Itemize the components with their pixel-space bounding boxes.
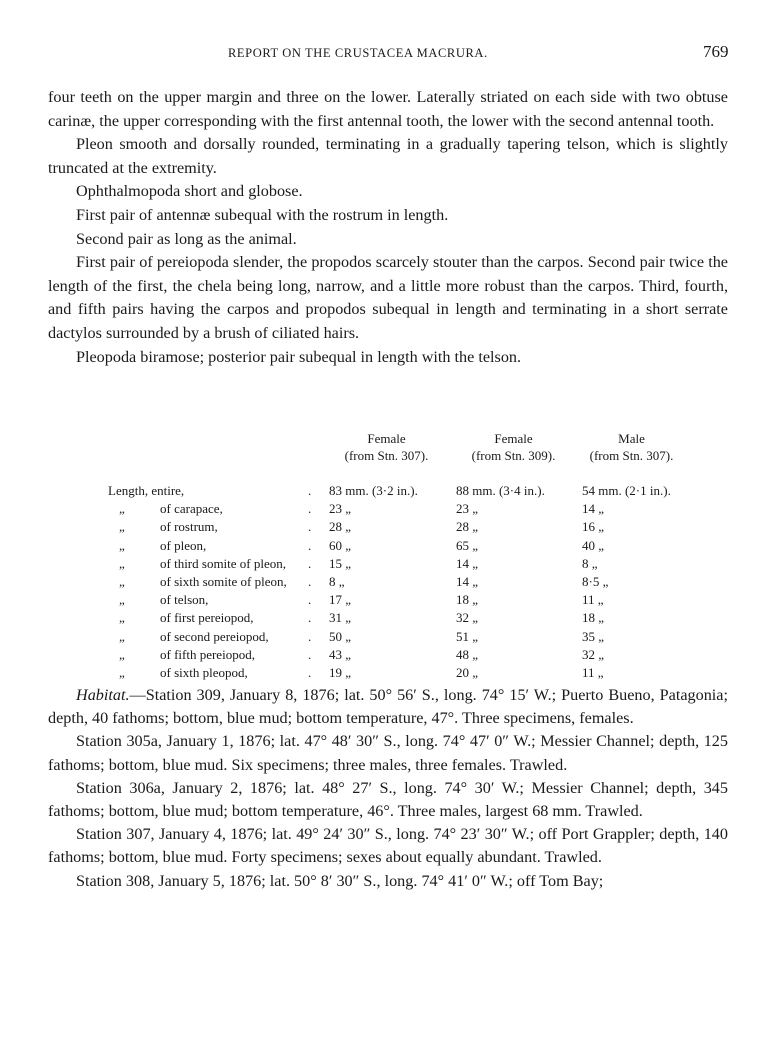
row-label: of first pereiopod, <box>160 610 254 626</box>
column-sex: Male <box>618 431 645 446</box>
row-leader: . <box>308 519 312 535</box>
cell-value: 48 „ <box>456 646 479 662</box>
cell-value: 16 „ <box>582 519 605 535</box>
cell-value: 14 „ <box>582 501 605 517</box>
cell-value: 8 „ <box>329 573 345 589</box>
row-leader: . <box>308 610 312 626</box>
habitat-station-305a: Station 305a, January 1, 1876; lat. 47° 48′ 30″ S., long. 74° 47′ 0″ W.; Messier Channel; depth, 125 fathoms; bottom, blue mud. Six specimens; three males, three females. Trawled. <box>48 732 728 774</box>
cell-value: 65 „ <box>456 537 479 553</box>
cell-value: 51 „ <box>456 628 479 644</box>
cell-value: 15 „ <box>329 555 352 571</box>
cell-value: 88 mm. (3·4 in.). <box>456 483 545 498</box>
row-label: of second pereiopod, <box>160 628 269 644</box>
page-header <box>0 42 776 64</box>
ditto-mark: „ <box>119 555 125 571</box>
habitat-label: Habitat. <box>76 686 130 704</box>
table-row <box>104 482 704 500</box>
table-row <box>104 518 704 536</box>
paragraph-first-antennae: First pair of antennæ subequal with the rostrum in length. <box>76 205 449 224</box>
paragraph-second-antennae: Second pair as long as the animal. <box>76 229 297 248</box>
column-source: (from Stn. 307). <box>344 448 429 463</box>
ditto-mark: „ <box>119 519 125 535</box>
table-row <box>104 664 704 682</box>
row-leader: . <box>308 483 312 498</box>
table-row <box>104 609 704 627</box>
table-row <box>104 555 704 573</box>
cell-value: 60 „ <box>329 537 352 553</box>
row-label: Length, entire, <box>108 483 185 498</box>
cell-value: 32 „ <box>456 610 479 626</box>
cell-value: 14 „ <box>456 573 479 589</box>
ditto-mark: „ <box>119 573 125 589</box>
table-row <box>104 591 704 609</box>
table-row <box>104 646 704 664</box>
row-label: of pleon, <box>160 537 207 553</box>
habitat-section <box>48 684 728 893</box>
cell-value: 43 „ <box>329 646 352 662</box>
cell-value: 18 „ <box>582 610 605 626</box>
row-leader: . <box>308 592 312 608</box>
paragraph-ophthalmopoda: Ophthalmopoda short and globose. <box>76 182 303 201</box>
ditto-mark: „ <box>119 501 125 517</box>
ditto-mark: „ <box>119 610 125 626</box>
row-label: of third somite of pleon, <box>160 555 287 571</box>
column-source: (from Stn. 309). <box>471 448 556 463</box>
row-leader: . <box>308 501 312 517</box>
cell-value: 40 „ <box>582 537 605 553</box>
column-header <box>456 430 571 464</box>
cell-value: 19 „ <box>329 664 352 680</box>
habitat-entry-text: —Station 309, January 8, 1876; lat. 50° 56′ S., long. 74° 15′ W.; Puerto Bueno, Patagonia; depth, 40 fathoms; bottom, blue mud; bottom temperature, 47°. Three specimens, females. <box>48 686 728 728</box>
ditto-mark: „ <box>119 628 125 644</box>
row-leader: . <box>308 573 312 589</box>
running-title: REPORT ON THE CRUSTACEA MACRURA. <box>228 46 488 60</box>
cell-value: 83 mm. (3·2 in.). <box>329 483 418 498</box>
column-header <box>574 430 689 464</box>
column-sex: Female <box>367 431 406 446</box>
row-label: of rostrum, <box>160 519 218 535</box>
row-leader: . <box>308 646 312 662</box>
paragraph-pereiopoda: First pair of pereiopoda slender, the propodos scarcely stouter than the carpos. Second pair twice the length of the first, the chela being long, narrow, and a little more robust than the carpos. Third, fourth, and fifth pairs having the carpos and propodos subequal in length and terminating in a short serrate dactylos surrounded by a brush of ciliated hairs. <box>48 253 728 342</box>
cell-value: 18 „ <box>456 592 479 608</box>
description-text <box>48 86 728 369</box>
cell-value: 54 mm. (2·1 in.). <box>582 483 671 498</box>
column-sex: Female <box>494 431 533 446</box>
table-header <box>104 430 704 482</box>
column-header <box>329 430 444 464</box>
cell-value: 50 „ <box>329 628 352 644</box>
cell-value: 28 „ <box>456 519 479 535</box>
habitat-station-309 <box>48 684 728 730</box>
cell-value: 32 „ <box>582 646 605 662</box>
cell-value: 28 „ <box>329 519 352 535</box>
ditto-mark: „ <box>119 537 125 553</box>
cell-value: 8 „ <box>582 555 598 571</box>
cell-value: 11 „ <box>582 664 604 680</box>
row-label: of fifth pereiopod, <box>160 646 255 662</box>
row-leader: . <box>308 555 312 571</box>
habitat-station-307: Station 307, January 4, 1876; lat. 49° 24′ 30″ S., long. 74° 23′ 30″ W.; off Port Grappler; depth, 140 fathoms; bottom, blue mud. Forty specimens; sexes about equally abundant. Trawled. <box>48 825 728 867</box>
row-label: of sixth pleopod, <box>160 664 248 680</box>
paragraph-rostrum: four teeth on the upper margin and three on the lower. Laterally striated on each side with two obtuse carinæ, the upper corresponding with the first antennal tooth, the lower with the second antennal tooth. <box>48 88 728 130</box>
cell-value: 23 „ <box>456 501 479 517</box>
ditto-mark: „ <box>119 646 125 662</box>
paragraph-pleopoda: Pleopoda biramose; posterior pair subequal in length with the telson. <box>76 347 522 366</box>
ditto-mark: „ <box>119 664 125 680</box>
habitat-station-306a: Station 306a, January 2, 1876; lat. 48° 27′ S., long. 74° 30′ W.; Messier Channel; depth, 345 fathoms; bottom, blue mud; bottom temperature, 46°. Three males, largest 68 mm. Trawled. <box>48 778 728 821</box>
cell-value: 14 „ <box>456 555 479 571</box>
row-leader: . <box>308 664 312 680</box>
habitat-station-308: Station 308, January 5, 1876; lat. 50° 8′ 30″ S., long. 74° 41′ 0″ W.; off Tom Bay; <box>76 871 604 890</box>
cell-value: 17 „ <box>329 592 352 608</box>
ditto-mark: „ <box>119 592 125 608</box>
table-row <box>104 628 704 646</box>
row-leader: . <box>308 628 312 644</box>
row-label: of sixth somite of pleon, <box>160 573 287 589</box>
page-number: 769 <box>703 42 729 61</box>
cell-value: 20 „ <box>456 664 479 680</box>
paragraph-pleon: Pleon smooth and dorsally rounded, terminating in a gradually tapering telson, which is slightly truncated at the extremity. <box>48 135 728 177</box>
cell-value: 11 „ <box>582 592 604 608</box>
table-row <box>104 500 704 518</box>
row-label: of telson, <box>160 592 209 608</box>
cell-value: 35 „ <box>582 628 605 644</box>
cell-value: 23 „ <box>329 501 352 517</box>
cell-value: 31 „ <box>329 610 352 626</box>
measurements-table <box>104 430 704 682</box>
table-row <box>104 573 704 591</box>
cell-value: 8·5 „ <box>582 573 609 589</box>
row-leader: . <box>308 537 312 553</box>
table-row <box>104 537 704 555</box>
row-label: of carapace, <box>160 501 223 517</box>
column-source: (from Stn. 307). <box>589 448 674 463</box>
